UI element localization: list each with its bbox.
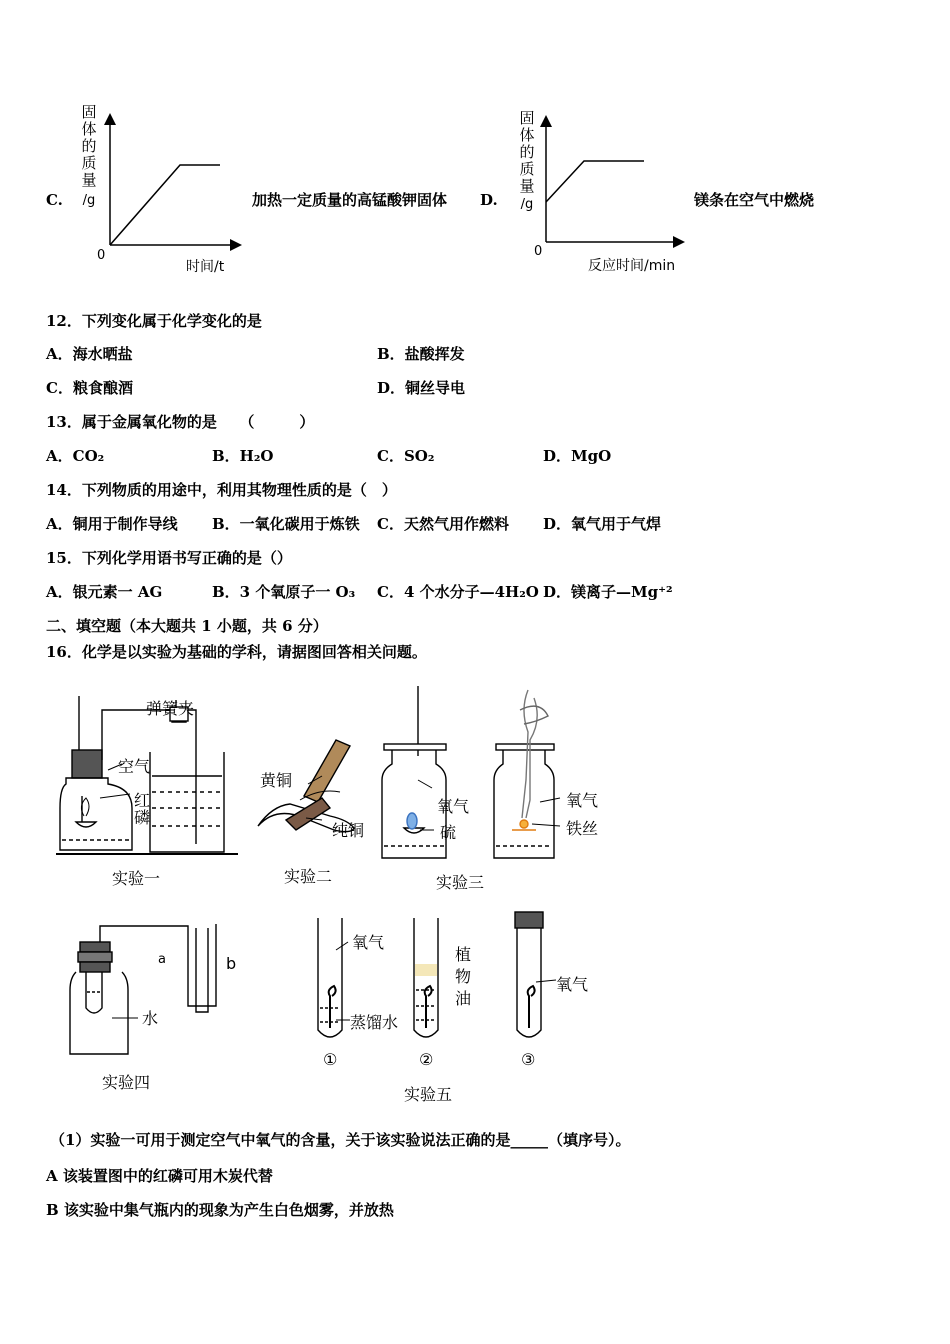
label-vegetable-oil: 植物油 [454,945,471,1008]
q14-option-b: B．一氧化碳用于炼铁 [212,515,360,533]
q12-option-d: D．铜丝导电 [377,379,466,397]
label-pure-copper: 纯铜 [332,821,365,840]
caption-experiment-4: 实验四 [102,1073,151,1092]
experiment-figure [0,680,950,1110]
tube-number-1: ① [323,1050,338,1069]
label-oxygen-exp3a: 氧气 [437,797,470,816]
question-15-stem: 15．下列化学用语书写正确的是（） [46,549,292,567]
q16-option-a: A 该装置图中的红磷可用木炭代替 [46,1167,273,1185]
experiment-4-apparatus [70,924,216,1054]
q14-option-a: A．铜用于制作导线 [46,515,178,533]
option-letter: D. [480,191,498,209]
caption-experiment-3: 实验三 [436,873,485,892]
label-brass: 黄铜 [260,771,293,790]
label-iron-wire: 铁丝 [566,819,599,838]
caption-experiment-5: 实验五 [404,1085,453,1104]
x-axis-label: 时间/t [186,259,225,275]
origin-label: 0 [97,248,106,263]
question-16-stem: 16．化学是以实验为基础的学科，请据图回答相关问题。 [46,643,427,661]
q14-option-d: D．氧气用于气焊 [543,515,662,533]
question-14-stem: 14．下列物质的用途中，利用其物理性质的是（ ） [46,481,397,499]
graph-line [110,165,220,245]
caption-experiment-2: 实验二 [284,867,333,886]
q13-option-b: B．H₂O [212,447,274,465]
q15-option-d: D．镁离子—Mg⁺² [543,583,673,601]
graph-line [546,161,644,202]
label-water: 水 [142,1009,159,1028]
x-axis-label: 反应时间/min [588,258,676,274]
y-axis-label: 固体的质量 [81,103,97,189]
caption-experiment-1: 实验一 [112,869,161,888]
section-2-heading: 二、填空题（本大题共 1 小题，共 6 分） [46,617,328,635]
option-description: 加热一定质量的高锰酸钾固体 [252,191,448,209]
q14-option-c: C．天然气用作燃料 [377,515,509,533]
label-red-phosphorus: 红磷 [133,791,150,827]
tube-number-2: ② [419,1050,434,1069]
q13-option-c: C．SO₂ [377,447,435,465]
q13-option-d: D．MgO [543,447,612,465]
q12-option-a: A．海水晒盐 [46,345,133,363]
q15-option-c: C．4 个水分子—4H₂O [377,583,539,601]
q16-option-b: B 该实验中集气瓶内的现象为产生白色烟雾，并放热 [46,1201,394,1219]
tube-number-3: ③ [521,1050,536,1069]
label-oxygen-tube1: 氧气 [352,933,385,952]
graph-d [530,112,690,252]
origin-label: 0 [534,244,543,259]
option-description: 镁条在空气中燃烧 [694,191,815,209]
q15-option-a: A．银元素一 AG [46,583,163,601]
q12-option-c: C．粮食酿酒 [46,379,133,397]
q16-sub-question-1: （1）实验一可用于测定空气中氧气的含量，关于该实验说法正确的是_____（填序号）。 [50,1131,631,1149]
label-oxygen-exp3b: 氧气 [566,791,599,810]
option-letter: C. [46,191,63,209]
label-oxygen-tube3: 氧气 [556,975,589,994]
y-axis-unit: /g [82,193,96,208]
label-sulfur: 硫 [440,823,457,842]
experiment-3-sulfur-bottle [382,686,446,858]
q12-option-b: B．盐酸挥发 [377,345,465,363]
q13-option-a: A．CO₂ [46,447,105,465]
label-distilled-water: 蒸馏水 [350,1013,399,1032]
label-a: a [158,952,166,967]
q15-option-b: B．3 个氧原子一 O₃ [212,583,356,601]
question-12-stem: 12．下列变化属于化学变化的是 [46,312,262,330]
label-air: 空气 [118,757,151,776]
label-spring-clamp: 弹簧夹 [146,699,195,718]
graph-c [96,108,246,258]
question-13-stem: 13．属于金属氧化物的是 （ ） [46,413,315,431]
y-axis-label: 固体的质量 [519,109,535,195]
experiment-3-iron-bottle [494,690,560,858]
y-axis-unit: /g [520,197,534,212]
label-b: b [226,954,237,973]
